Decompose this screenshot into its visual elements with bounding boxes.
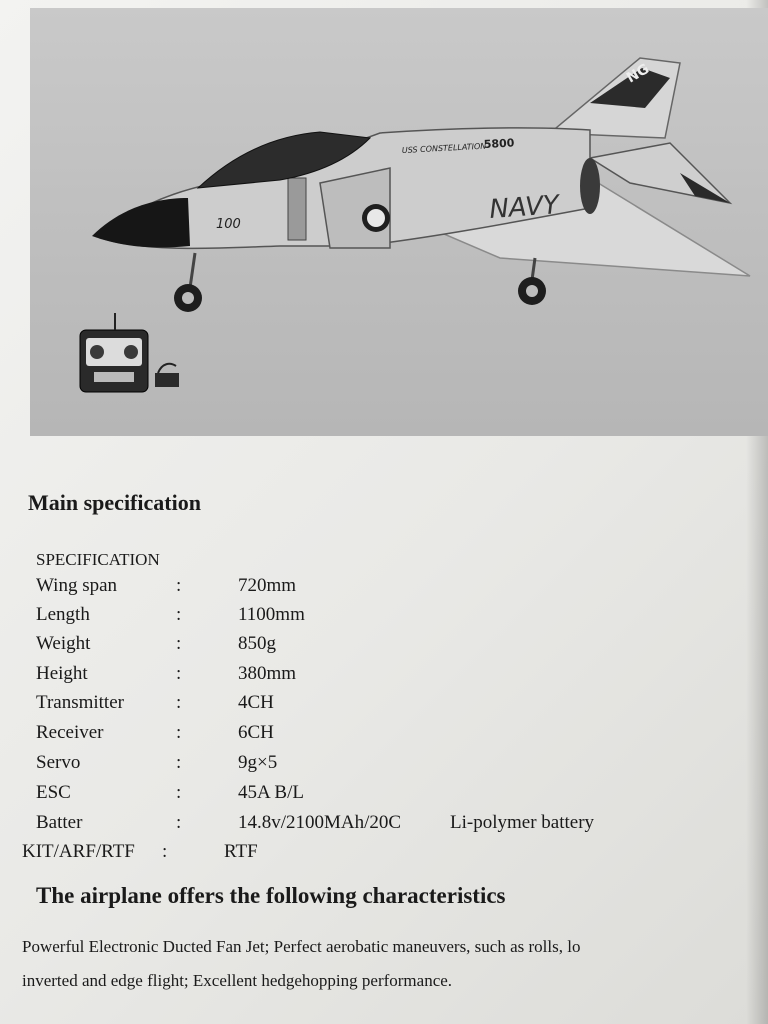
spec-value: 720mm [238, 575, 297, 596]
spec-label: Length [36, 604, 90, 625]
spec-row [0, 692, 768, 721]
spec-colon: : [176, 692, 182, 713]
spec-value: RTF [224, 841, 258, 862]
spec-value: 850g [238, 633, 276, 654]
spec-row [0, 812, 768, 841]
nose-number: 100 [216, 217, 241, 232]
spec-label: Weight [36, 633, 91, 654]
spec-extra: Li-polymer battery [450, 812, 595, 833]
spec-colon: : [176, 575, 182, 596]
charger-icon [155, 364, 179, 387]
spec-value: 1100mm [238, 604, 305, 625]
tail-code: NG [624, 60, 653, 87]
product-photo [30, 8, 768, 436]
nose-cone [92, 198, 190, 248]
characteristics-title: The airplane offers the following characteristics [36, 883, 506, 908]
spec-label: Batter [36, 812, 83, 833]
engine-nozzle [580, 158, 600, 214]
characteristics-line: Powerful Electronic Ducted Fan Jet; Perfect aerobatic maneuvers, such as rolls, lo [22, 937, 581, 956]
transmitter-icon [80, 313, 148, 392]
main-spec-title: Main specification [28, 490, 201, 515]
spec-row [0, 604, 768, 633]
spec-colon: : [162, 841, 168, 862]
spec-value: 45A B/L [238, 782, 304, 803]
spec-label: ESC [36, 782, 71, 803]
spec-label: Receiver [36, 722, 104, 743]
spec-row [0, 752, 768, 781]
spec-label: KIT/ARF/RTF [22, 841, 135, 862]
spec-value: 14.8v/2100MAh/20C [238, 812, 402, 833]
characteristics-line: inverted and edge flight; Excellent hedgehopping performance. [22, 971, 453, 990]
spec-row [0, 722, 768, 751]
spec-colon: : [176, 782, 182, 803]
spec-colon: : [176, 663, 182, 684]
spec-colon: : [176, 722, 182, 743]
spec-row [0, 663, 768, 692]
spec-value: 4CH [238, 692, 274, 713]
spec-colon: : [176, 752, 182, 773]
fuselage-number: 5800 [483, 136, 515, 151]
spec-label: Wing span [36, 575, 118, 596]
spec-label: Height [36, 663, 88, 684]
spec-row [0, 841, 754, 870]
spec-value: 6CH [238, 722, 274, 743]
spec-colon: : [176, 633, 182, 654]
spec-header: SPECIFICATION [36, 550, 160, 569]
spec-row [0, 633, 768, 662]
spec-row [0, 575, 768, 604]
navy-text: NAVY [488, 190, 560, 225]
spec-value: 380mm [238, 663, 297, 684]
spec-colon: : [176, 812, 182, 833]
checkered-panel [288, 178, 306, 240]
spec-label: Servo [36, 752, 81, 773]
spec-colon: : [176, 604, 182, 625]
fuselage-text: USS CONSTELLATION [401, 141, 487, 155]
characteristics-text [22, 930, 768, 998]
spec-row [0, 782, 768, 811]
spec-value: 9g×5 [238, 752, 278, 773]
spec-label: Transmitter [36, 692, 124, 713]
jet-illustration [30, 8, 768, 436]
